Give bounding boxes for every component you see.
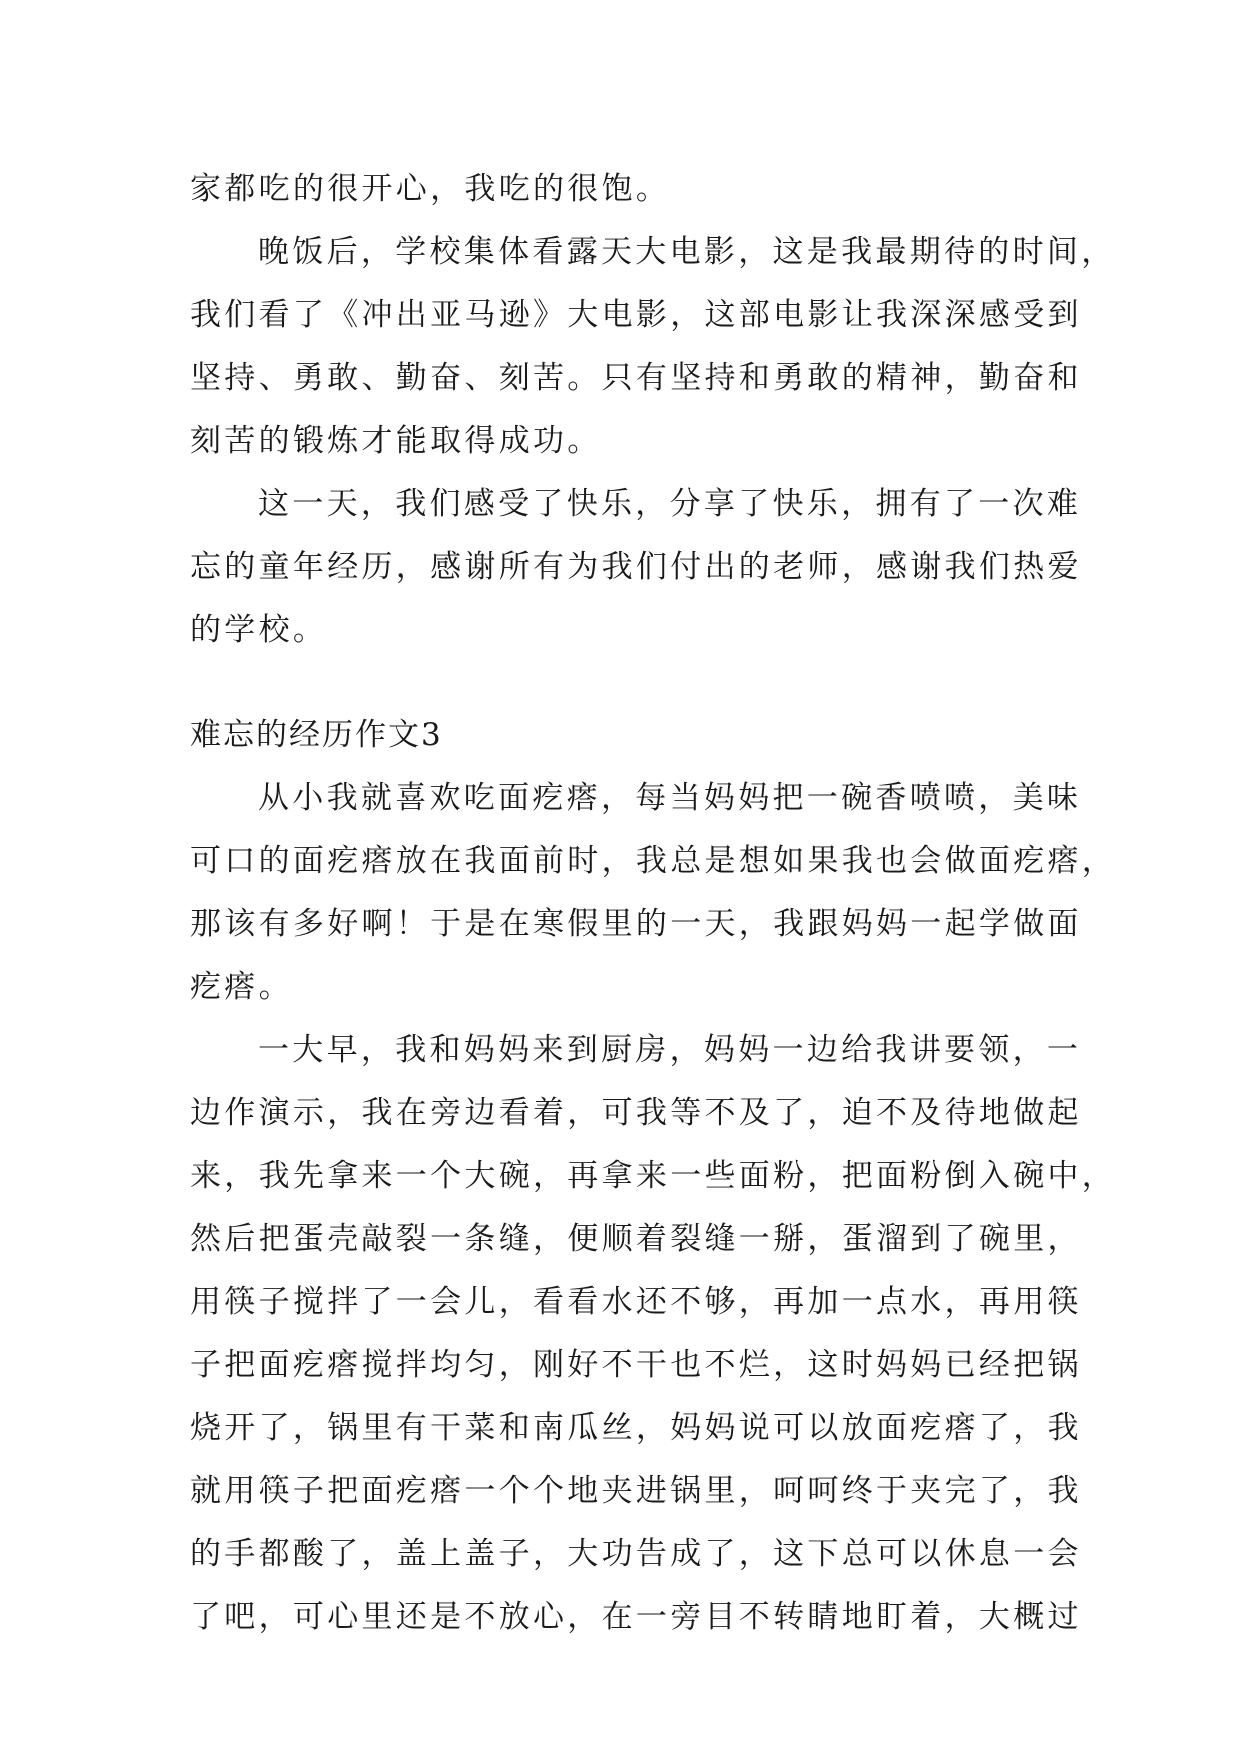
text-line: 用筷子搅拌了一会儿，看看水还不够，再加一点水，再用筷 <box>190 1284 1082 1320</box>
text-line: 刻苦的锻炼才能取得成功。 <box>190 423 602 459</box>
text-line: 就用筷子把面疙瘩一个个地夹进锅里，呵呵终于夹完了，我 <box>190 1473 1082 1509</box>
text-line: 子把面疙瘩搅拌均匀，刚好不干也不烂，这时妈妈已经把锅 <box>190 1347 1082 1383</box>
text-line: 边作演示，我在旁边看着，可我等不及了，迫不及待地做起 <box>190 1095 1082 1131</box>
text-line: 然后把蛋壳敲裂一条缝，便顺着裂缝一掰，蛋溜到了碗里， <box>190 1221 1082 1257</box>
text-line: 从小我就喜欢吃面疙瘩，每当妈妈把一碗香喷喷，美味 <box>258 780 1082 816</box>
text-line: 家都吃的很开心，我吃的很饱。 <box>190 171 671 207</box>
text-line: 我们看了《冲出亚马逊》大电影，这部电影让我深深感受到 <box>190 297 1082 333</box>
text-line: 晚饭后，学校集体看露天大电影，这是我最期待的时间， <box>258 234 1116 270</box>
paragraph-continuation <box>190 158 1060 221</box>
section-heading: 难忘的经历作文3 <box>190 717 443 753</box>
text-line: 了吧，可心里还是不放心，在一旁目不转睛地盯着，大概过 <box>190 1599 1082 1635</box>
text-line: 的学校。 <box>190 612 328 648</box>
text-line: 一大早，我和妈妈来到厨房，妈妈一边给我讲要领，一 <box>258 1032 1082 1068</box>
text-line: 烧开了，锅里有干菜和南瓜丝，妈妈说可以放面疙瘩了，我 <box>190 1410 1082 1446</box>
document-page <box>190 158 1117 1649</box>
text-line: 坚持、勇敢、勤奋、刻苦。只有坚持和勇敢的精神，勤奋和 <box>190 360 1082 396</box>
text-line: 这一天，我们感受了快乐，分享了快乐，拥有了一次难 <box>258 486 1082 522</box>
text-line: 来，我先拿来一个大碗，再拿来一些面粉，把面粉倒入碗中， <box>190 1158 1117 1194</box>
text-line: 可口的面疙瘩放在我面前时，我总是想如果我也会做面疙瘩， <box>190 843 1117 879</box>
text-line: 忘的童年经历，感谢所有为我们付出的老师，感谢我们热爱 <box>190 549 1082 585</box>
text-line: 那该有多好啊！于是在寒假里的一天，我跟妈妈一起学做面 <box>190 906 1082 942</box>
text-line: 的手都酸了，盖上盖子，大功告成了，这下总可以休息一会 <box>190 1536 1082 1572</box>
paragraph-intro <box>190 767 1117 1019</box>
text-line: 疙瘩。 <box>190 969 293 1005</box>
paragraph-movie <box>190 221 1116 473</box>
paragraph-conclusion <box>190 473 1082 662</box>
paragraph-cooking <box>190 1019 1117 1649</box>
